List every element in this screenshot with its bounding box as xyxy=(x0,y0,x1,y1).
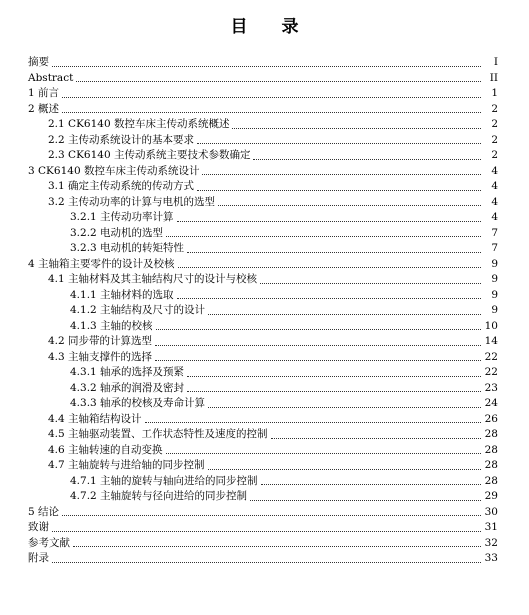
toc-entry[interactable] xyxy=(28,55,498,71)
dot-leader xyxy=(166,236,481,237)
toc-entry-page-number: 23 xyxy=(484,381,498,394)
toc-entry-page-number: I xyxy=(493,56,498,68)
toc-entry-label: 4.2 同步带的计算选型 xyxy=(48,335,153,347)
toc-entry-label: 3.2.1 主传动功率计算 xyxy=(70,211,174,223)
toc-entry[interactable] xyxy=(28,427,498,443)
dot-leader xyxy=(197,190,481,191)
toc-entry-label: 4.5 主轴驱动装置、工作状态特性及速度的控制 xyxy=(48,428,268,440)
toc-entry-page-number: 33 xyxy=(484,552,498,564)
toc-entry[interactable] xyxy=(28,350,498,366)
toc-entry-page-number: 14 xyxy=(484,335,498,347)
toc-entry-label: 4.1.2 主轴结构及尺寸的设计 xyxy=(70,304,206,316)
dot-leader xyxy=(260,283,481,284)
toc-entry[interactable] xyxy=(28,396,498,412)
toc-entry-page-number: 24 xyxy=(484,397,498,409)
toc-entry-page-number: 4 xyxy=(491,211,498,223)
toc-entry[interactable] xyxy=(28,133,498,149)
dot-leader xyxy=(218,205,481,206)
dot-leader xyxy=(178,267,481,268)
toc-entry[interactable] xyxy=(28,195,498,211)
dot-leader xyxy=(62,515,481,516)
toc-entry[interactable] xyxy=(28,505,498,521)
toc-entry-label: 4.3.2 轴承的润滑及密封 xyxy=(70,381,185,394)
toc-entry[interactable] xyxy=(28,412,498,428)
toc-entry-page-number: 29 xyxy=(484,490,498,502)
dot-leader xyxy=(62,97,481,98)
dot-leader xyxy=(197,143,481,144)
toc-entry-label: 3.2.3 电动机的转矩特性 xyxy=(70,242,185,254)
toc-entry-label: 2.1 CK6140 数控车床主传动系统概述 xyxy=(48,118,230,130)
toc-entry[interactable] xyxy=(28,272,498,288)
toc-entry-page-number: 31 xyxy=(484,521,498,533)
toc-entry-label: 2 概述 xyxy=(28,102,60,115)
toc-entry-label: 4.7.1 主轴的旋转与轴向进给的同步控制 xyxy=(70,474,258,487)
dot-leader xyxy=(155,345,481,346)
toc-entry-label: 3.1 确定主传动系统的传动方式 xyxy=(48,180,195,192)
toc-entry[interactable] xyxy=(28,489,498,505)
dot-leader xyxy=(271,438,481,439)
toc-entry-label: 4.1.1 主轴材料的选取 xyxy=(70,288,174,301)
toc-entry[interactable] xyxy=(28,458,498,474)
dot-leader xyxy=(73,546,481,547)
toc-entry-label: 5 结论 xyxy=(28,505,60,518)
toc-entry-page-number: 2 xyxy=(491,102,498,115)
toc-entry-label: 致谢 xyxy=(28,521,49,533)
toc-entry-label: 摘要 xyxy=(28,56,49,68)
toc-entry[interactable] xyxy=(28,551,498,567)
dot-leader xyxy=(177,221,481,222)
toc-entry-page-number: 9 xyxy=(491,257,498,270)
toc-entry-page-number: 1 xyxy=(491,87,498,99)
toc-entry[interactable] xyxy=(28,288,498,304)
toc-entry-page-number: 32 xyxy=(484,536,498,549)
toc-entry[interactable] xyxy=(28,381,498,397)
toc-entry-page-number: 28 xyxy=(484,459,498,471)
toc-entry-label: 4.7.2 主轴旋转与径向进给的同步控制 xyxy=(70,490,248,502)
toc-entry[interactable] xyxy=(28,319,498,335)
toc-entry-label: 4.4 主轴箱结构设计 xyxy=(48,412,142,425)
toc-entry-page-number: 30 xyxy=(484,505,498,518)
toc-entry-page-number: 26 xyxy=(484,412,498,425)
dot-leader xyxy=(187,391,481,392)
toc-entry[interactable] xyxy=(28,303,498,319)
dot-leader xyxy=(250,500,481,501)
toc-entry-page-number: 7 xyxy=(491,242,498,254)
toc-entry-label: 参考文献 xyxy=(28,536,70,549)
dot-leader xyxy=(187,252,481,253)
toc-entry[interactable] xyxy=(28,117,498,133)
toc-entry-page-number: 9 xyxy=(491,273,498,285)
toc-entry-label: 4.7 主轴旋转与进给轴的同步控制 xyxy=(48,459,205,471)
toc-entry[interactable] xyxy=(28,210,498,226)
toc-entry-label: 3 CK6140 数控车床主传动系统设计 xyxy=(28,164,200,177)
toc-entry[interactable] xyxy=(28,257,498,273)
toc-entry-label: 2.2 主传动系统设计的基本要求 xyxy=(48,133,195,146)
toc-entry-label: 3.2.2 电动机的选型 xyxy=(70,226,164,239)
dot-leader xyxy=(261,484,481,485)
dot-leader xyxy=(62,112,481,113)
toc-entry-page-number: 22 xyxy=(484,350,498,363)
toc-entry-label: 3.2 主传动功率的计算与电机的选型 xyxy=(48,195,216,208)
toc-entry-page-number: 4 xyxy=(491,195,498,208)
toc-entry-page-number: 9 xyxy=(491,288,498,301)
dot-leader xyxy=(155,360,481,361)
toc-entry[interactable] xyxy=(28,71,498,87)
toc-entry[interactable] xyxy=(28,334,498,350)
toc-entry-page-number: 2 xyxy=(491,133,498,146)
dot-leader xyxy=(187,376,481,377)
toc-entry-page-number: 10 xyxy=(484,319,498,332)
toc-entry-label: 1 前言 xyxy=(28,87,60,99)
toc-entry[interactable] xyxy=(28,365,498,381)
toc-entry-page-number: 22 xyxy=(484,366,498,378)
dot-leader xyxy=(253,159,481,160)
toc-entry[interactable] xyxy=(28,86,498,102)
toc-entry-page-number: II xyxy=(489,71,498,84)
toc-entry-label: 附录 xyxy=(28,552,49,564)
dot-leader xyxy=(166,453,481,454)
toc-entry-page-number: 4 xyxy=(491,164,498,177)
dot-leader xyxy=(177,298,481,299)
toc-entry[interactable] xyxy=(28,102,498,118)
toc-entry[interactable] xyxy=(28,536,498,552)
dot-leader xyxy=(202,174,481,175)
toc-entry-page-number: 28 xyxy=(484,443,498,456)
toc-entry-label: 4.3.1 轴承的选择及预紧 xyxy=(70,366,185,378)
table-of-contents xyxy=(28,55,498,567)
toc-entry-label: Abstract xyxy=(28,71,74,84)
dot-leader xyxy=(232,128,481,129)
toc-entry[interactable] xyxy=(28,148,498,164)
toc-entry-page-number: 4 xyxy=(491,180,498,192)
toc-entry[interactable] xyxy=(28,179,498,195)
dot-leader xyxy=(156,329,481,330)
page-title: 目 录 xyxy=(230,17,313,37)
dot-leader xyxy=(52,531,481,532)
toc-entry-label: 2.3 CK6140 主传动系统主要技术参数确定 xyxy=(48,149,251,161)
toc-entry-label: 4.3.3 轴承的校核及寿命计算 xyxy=(70,397,206,409)
toc-entry[interactable] xyxy=(28,226,498,242)
dot-leader xyxy=(208,314,481,315)
dot-leader xyxy=(145,422,481,423)
toc-entry[interactable] xyxy=(28,164,498,180)
toc-entry-label: 4.6 主轴转速的自动变换 xyxy=(48,443,163,456)
toc-entry-page-number: 7 xyxy=(491,226,498,239)
toc-entry-label: 4 主轴箱主要零件的设计及校核 xyxy=(28,257,175,270)
dot-leader xyxy=(76,81,481,82)
toc-entry[interactable] xyxy=(28,474,498,490)
toc-entry[interactable] xyxy=(28,443,498,459)
toc-entry-page-number: 28 xyxy=(484,474,498,487)
dot-leader xyxy=(52,562,481,563)
toc-entry[interactable] xyxy=(28,520,498,536)
dot-leader xyxy=(208,469,481,470)
toc-entry-page-number: 28 xyxy=(484,428,498,440)
toc-entry-page-number: 2 xyxy=(491,118,498,130)
toc-entry-label: 4.1.3 主轴的校核 xyxy=(70,319,153,332)
toc-entry[interactable] xyxy=(28,241,498,257)
dot-leader xyxy=(52,66,481,67)
toc-entry-page-number: 2 xyxy=(491,149,498,161)
toc-entry-label: 4.3 主轴支撑件的选择 xyxy=(48,350,153,363)
toc-entry-page-number: 9 xyxy=(491,304,498,316)
dot-leader xyxy=(208,407,481,408)
toc-entry-label: 4.1 主轴材料及其主轴结构尺寸的设计与校核 xyxy=(48,273,258,285)
